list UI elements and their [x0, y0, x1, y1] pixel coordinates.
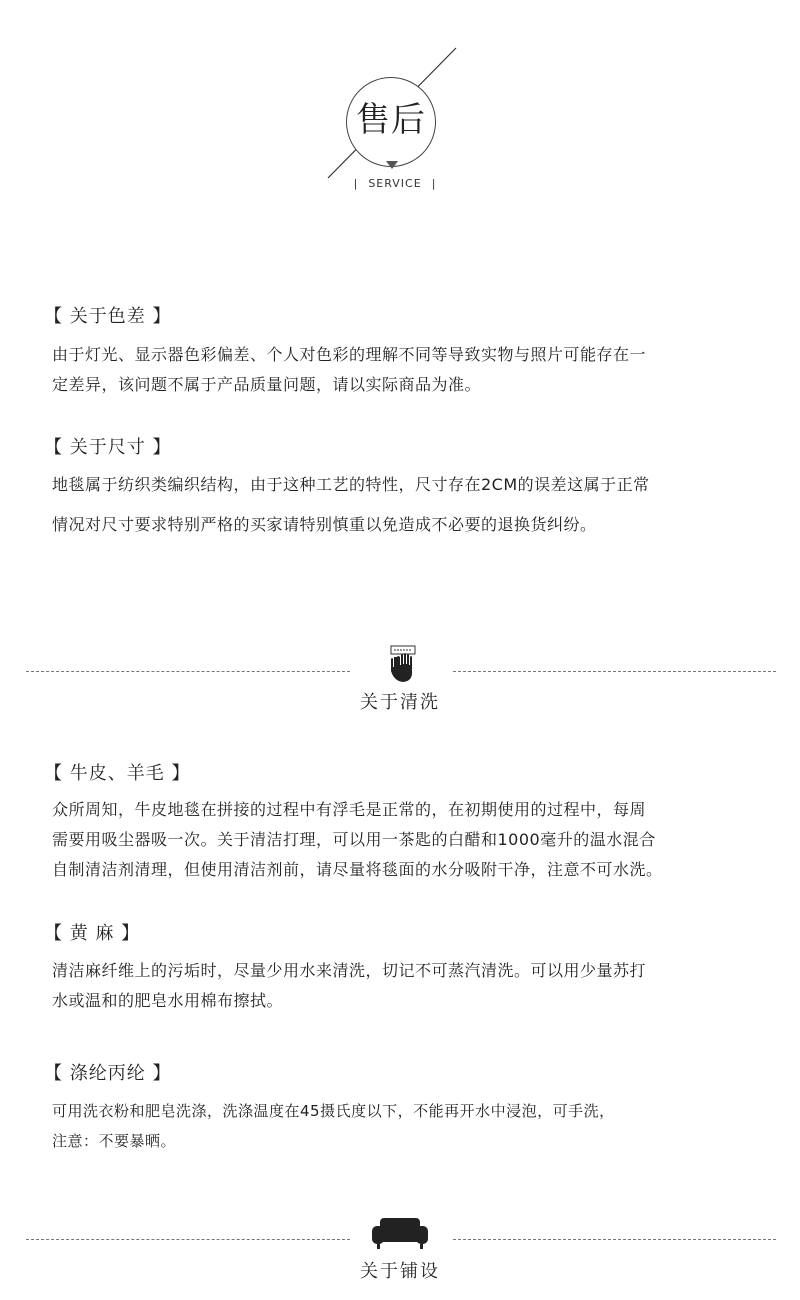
laying-title: 关于铺设 — [360, 1261, 440, 1282]
color-diff-line: 定差异，该问题不属于产品质量问题，请以实际商品为准。 — [52, 375, 482, 394]
jute-line: 清洁麻纤维上的污垢时，尽量少用水来清洗，切记不可蒸汽清洗。可以用少量苏打 — [52, 961, 647, 980]
leather-wool-line: 众所周知，牛皮地毯在拼接的过程中有浮毛是正常的，在初期使用的过程中，每周 — [52, 800, 647, 819]
down-triangle-icon — [386, 161, 398, 169]
polyester-paragraph — [52, 1096, 615, 1156]
divider-line-left — [26, 671, 350, 672]
leather-wool-heading: 【 牛皮、羊毛 】 — [44, 763, 191, 784]
cleaning-title: 关于清洗 — [360, 692, 440, 713]
size-line: 情况对尺寸要求特别严格的买家请特别慎重以免造成不必要的退换货纠纷。 — [52, 515, 597, 534]
size-line: 地毯属于纺织类编织结构，由于这种工艺的特性，尺寸存在2CM的误差这属于正常 — [52, 475, 650, 494]
leather-wool-paragraph — [52, 795, 663, 885]
sofa-icon — [370, 1216, 430, 1250]
divider-line-right — [453, 671, 776, 672]
polyester-line: 注意：不要暴晒。 — [52, 1132, 177, 1150]
divider-line-right — [453, 1239, 776, 1240]
service-label: | SERVICE | — [353, 177, 437, 190]
leather-wool-line: 自制清洁剂清理，但使用清洁剂前，请尽量将毯面的水分吸附干净，注意不可水洗。 — [52, 860, 663, 879]
divider-line-left — [26, 1239, 350, 1240]
page-title: 售后 — [356, 100, 426, 140]
jute-line: 水或温和的肥皂水用棉布擦拭。 — [52, 991, 284, 1010]
size-heading: 【 关于尺寸 】 — [44, 437, 172, 458]
jute-heading: 【 黄 麻 】 — [44, 923, 141, 944]
glove-icon — [388, 645, 418, 685]
color-diff-line: 由于灯光、显示器色彩偏差、个人对色彩的理解不同等导致实物与照片可能存在一 — [52, 345, 647, 364]
jute-paragraph — [52, 956, 646, 1016]
polyester-heading: 【 涤纶丙纶 】 — [44, 1063, 172, 1084]
color-diff-heading: 【 关于色差 】 — [44, 306, 172, 327]
color-diff-paragraph — [52, 340, 646, 400]
leather-wool-line: 需要用吸尘器吸一次。关于清洁打理，可以用一茶匙的白醋和1000毫升的温水混合 — [52, 830, 656, 849]
size-paragraph — [52, 465, 650, 545]
polyester-line: 可用洗衣粉和肥皂洗涤，洗涤温度在45摄氏度以下，不能再开水中浸泡，可手洗， — [52, 1102, 615, 1120]
service-text: SERVICE — [368, 177, 422, 190]
